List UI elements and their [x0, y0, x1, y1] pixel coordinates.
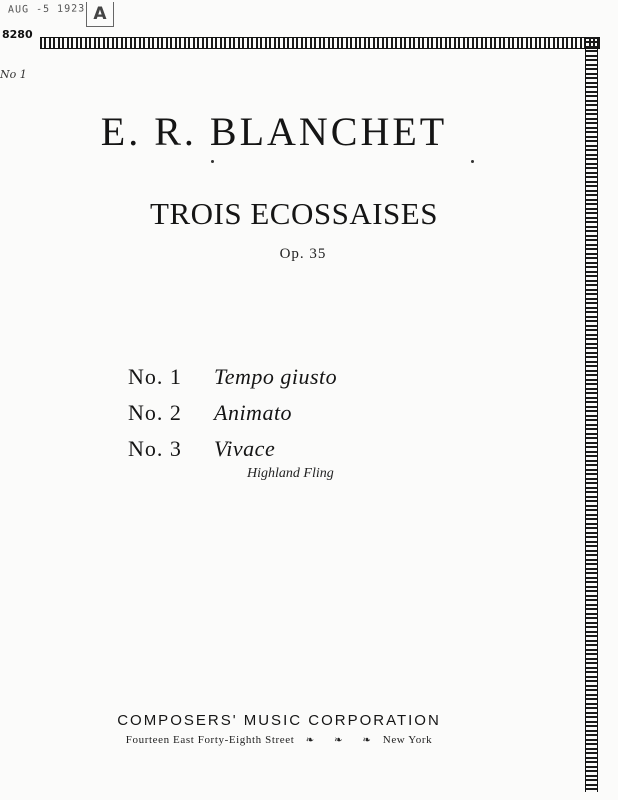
movement-list: [128, 364, 337, 472]
publisher-city: New York: [382, 734, 433, 746]
movement-tempo: Vivace: [214, 436, 276, 461]
paper-speck: [471, 160, 474, 163]
movement-subtitle: Highland Fling: [247, 466, 334, 481]
movement-tempo: Tempo giusto: [214, 364, 338, 389]
publisher-address: [0, 734, 618, 746]
movement-item: [128, 364, 337, 400]
catalog-number: 8280: [2, 28, 33, 41]
movement-number: No. 2: [128, 400, 182, 425]
copyright-date-stamp: AUG -5 1923: [7, 3, 86, 16]
composer-name: E. R. BLANCHET: [100, 109, 448, 154]
handwritten-margin-note: No 1: [0, 68, 27, 81]
ornament-icon: ❧: [362, 735, 372, 746]
ornament-icon: ❧: [305, 735, 315, 746]
publisher-name: COMPOSERS' MUSIC CORPORATION: [117, 712, 441, 729]
opus-number: Op. 35: [279, 246, 327, 262]
movement-number: No. 1: [128, 364, 182, 389]
movement-number: No. 3: [128, 436, 182, 461]
decorative-border-top: [40, 37, 600, 49]
publisher-street: Fourteen East Forty-Eighth Street: [125, 734, 295, 746]
paper-speck: [211, 160, 214, 163]
work-title: TROIS ECOSSAISES: [150, 196, 438, 231]
movement-item: [128, 400, 337, 436]
ornament-icon: ❧: [334, 735, 344, 746]
movement-tempo: Animato: [214, 400, 293, 425]
copyright-stamp-mark: A: [86, 2, 114, 27]
